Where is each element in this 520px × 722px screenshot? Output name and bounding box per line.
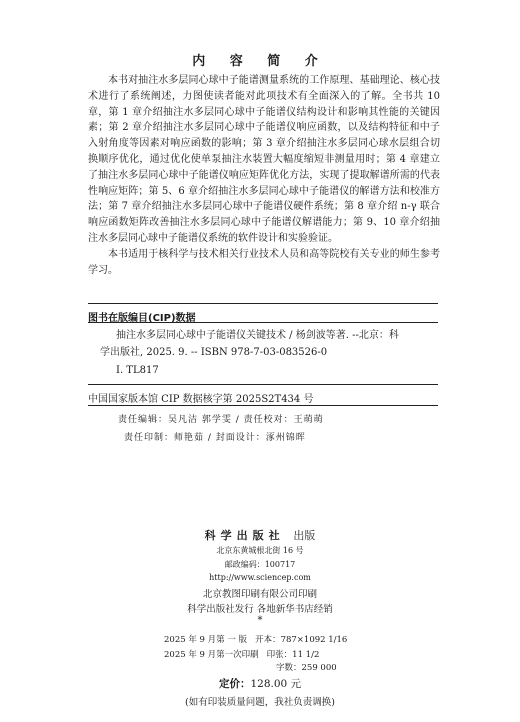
price-value: 128.00 元 bbox=[250, 678, 302, 690]
cip-top-rule bbox=[88, 303, 438, 304]
cip-classification: Ⅰ. TL817 bbox=[116, 365, 159, 376]
cip-heading-rule bbox=[88, 322, 438, 323]
publisher-url: http://www.sciencep.com bbox=[209, 573, 311, 582]
publisher-name-text: 科学出版社 bbox=[204, 529, 285, 542]
edition-row-2 bbox=[164, 648, 319, 660]
summary-paragraph-2: 本书适用于核科学与技术相关行业技术人员和高等院校有关专业的师生参考学习。 bbox=[88, 249, 440, 276]
publisher-name bbox=[0, 527, 520, 543]
summary-paragraph-1: 本书对抽注水多层同心球中子能谱测量系统的工作原理、基础理论、核心技术进行了系统阐述，力图使读者能对此项技术有全面深入的了解。全书共 10 章，第 1 章介绍抽注水多层同心球中子能谱仪结构设计和影响其性能的关键因素；第 2 章介绍抽注水多层同心球中子能谱仪响应函数，以及结构特征和中子入射角度等因素对响应函数的影响；第 3 章介绍抽注水多层同心球水层组合切换顺序优化，通过优化使单泵抽注水装置大幅度缩短非测量用时；第 4 章建立了抽注水多层同心球中子能谱仪响应矩阵优化方法，实现了提取解谱所需的代表性响应矩阵；第 5、6 章介绍抽注水多层同心球中子能谱仪的解谱方法和校准方法；第 7 章介绍抽注水多层同心球中子能谱仪硬件系统；第 8 章介绍 n-γ 联合响应函数矩阵改善抽注水多层同心球中子能谱仪解谱能力；第 9、10 章介绍抽注水多层同心球中子能谱仪系统的软件设计和实验验证。 bbox=[88, 75, 440, 244]
separator-star: * bbox=[257, 615, 263, 626]
edition-format: 开本：787×1092 1/16 bbox=[255, 635, 348, 645]
publisher-address: 北京东黄城根北街 16 号 bbox=[216, 546, 304, 555]
credits-line-1: 责任编辑：吴凡洁 郭学雯 / 责任校对：王萌萌 bbox=[118, 415, 324, 425]
cip-bottom-rule bbox=[88, 405, 438, 406]
cip-mid-rule bbox=[88, 384, 438, 385]
cip-data-number: 中国国家版本馆 CIP 数据核字第 2025S2T434 号 bbox=[88, 394, 314, 405]
cip-line-2: 学出版社, 2025. 9. -- ISBN 978-7-03-083526-0 bbox=[100, 347, 328, 358]
distribution-line: 科学出版社发行 各地新华书店经销 bbox=[187, 604, 333, 615]
summary-title: 内 容 简 介 bbox=[192, 54, 328, 69]
word-count: 字数：259 000 bbox=[276, 663, 337, 673]
price-line bbox=[0, 676, 520, 691]
publisher-postcode: 邮政编码：100717 bbox=[224, 560, 296, 569]
credits-line-2: 责任印制：师艳茹 / 封面设计：涿州锦晖 bbox=[124, 433, 306, 443]
edition-row-1 bbox=[164, 633, 347, 645]
edition-date: 2025 年 9 月第 一 版 bbox=[164, 635, 248, 645]
printer-line: 北京教图印刷有限公司印刷 bbox=[202, 589, 317, 600]
price-label: 定价： bbox=[218, 678, 251, 690]
cip-heading: 图书在版编目(CIP)数据 bbox=[88, 313, 196, 324]
publisher-name-suffix: 出版 bbox=[293, 529, 316, 542]
printing-date: 2025 年 9 月第一次印刷 bbox=[164, 650, 259, 660]
quality-notice: (如有印装质量问题，我社负责调换) bbox=[185, 697, 335, 708]
cip-record bbox=[100, 327, 438, 361]
printing-sheets: 印张：11 1/2 bbox=[266, 650, 320, 660]
cip-line-1: 抽注水多层同心球中子能谱仪关键技术 / 杨剑波等著. --北京：科 bbox=[116, 330, 399, 341]
